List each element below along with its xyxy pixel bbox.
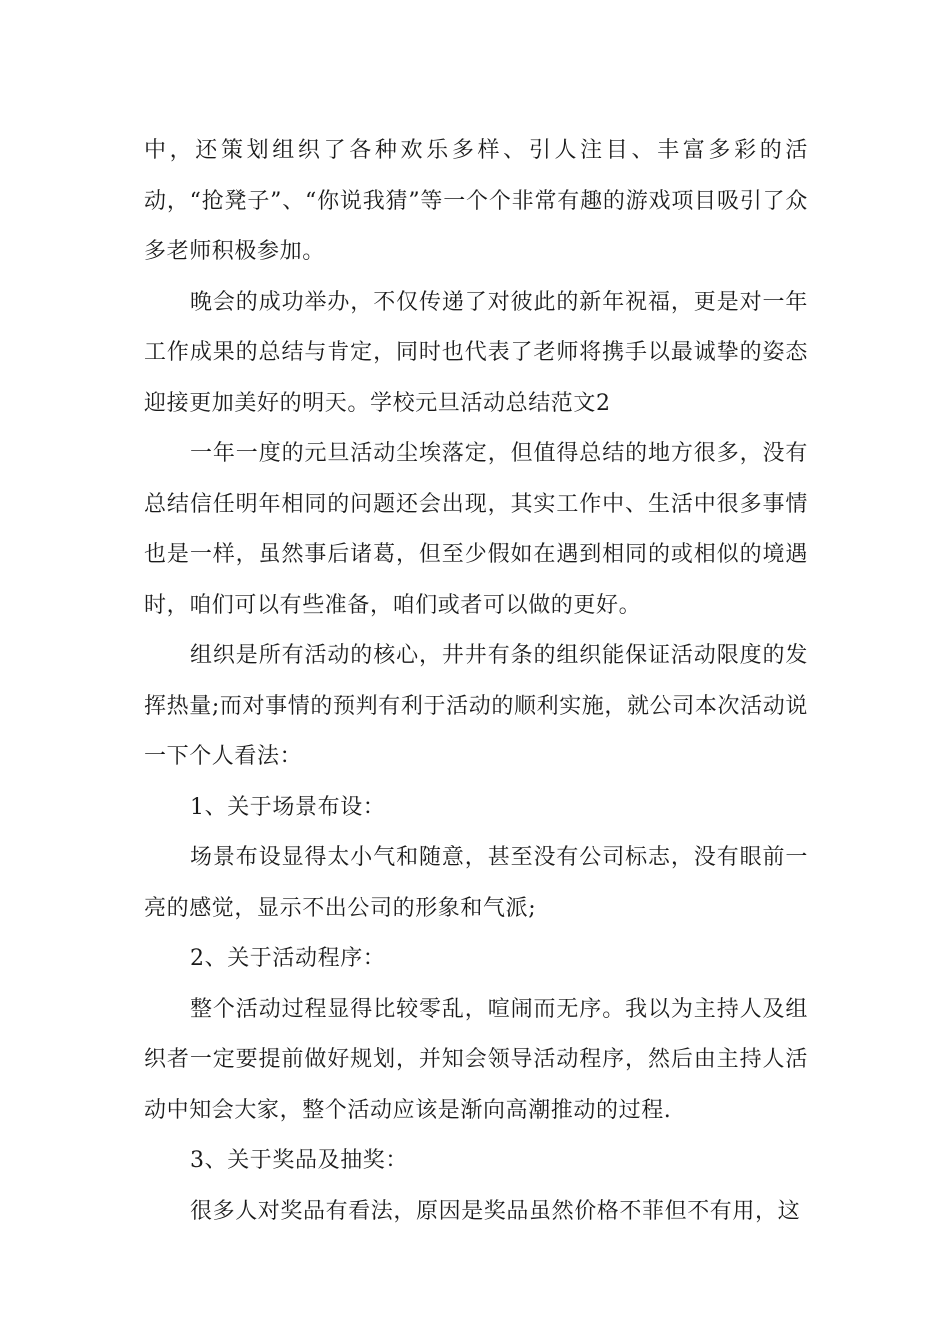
- document-body: [144, 126, 808, 1237]
- section-heading: 3、关于奖品及抽奖：: [190, 1148, 408, 1173]
- paragraph: 晚会的成功举办，不仅传递了对彼此的新年祝福，更是对一年工作成果的总结与肯定，同时也代表了老师将携手以最诚挚的姿态迎接更加美好的明天。学校元旦活动总结范文2: [144, 289, 808, 416]
- paragraph: 一年一度的元旦活动尘埃落定，但值得总结的地方很多，没有总结信任明年相同的问题还会出现，其实工作中、生活中很多事情也是一样，虽然事后诸葛，但至少假如在遇到相同的或相似的境遇时，咱们可以有些准备，咱们或者可以做的更好。: [144, 441, 808, 618]
- paragraph: 中，还策划组织了各种欢乐多样、引人注目、丰富多彩的活动，“抢凳子”、“你说我猜”等一个个非常有趣的游戏项目吸引了众多老师积极参加。: [144, 138, 808, 264]
- paragraph: 场景布设显得太小气和随意，甚至没有公司标志，没有眼前一亮的感觉，显示不出公司的形象和气派;: [144, 845, 808, 921]
- paragraph: 很多人对奖品有看法，原因是奖品虽然价格不菲但不有用，这: [190, 1198, 801, 1224]
- section-heading: 2、关于活动程序：: [190, 946, 386, 971]
- paragraph: 整个活动过程显得比较零乱，喧闹而无序。我以为主持人及组织者一定要提前做好规划，并知会领导活动程序，然后由主持人活动中知会大家，整个活动应该是渐向高潮推动的过程.: [144, 996, 808, 1123]
- section-heading: 1、关于场景布设：: [190, 794, 386, 820]
- paragraph: 组织是所有活动的核心，井井有条的组织能保证活动限度的发挥热量;而对事情的预判有利于活动的顺利实施，就公司本次活动说一下个人看法：: [144, 643, 808, 769]
